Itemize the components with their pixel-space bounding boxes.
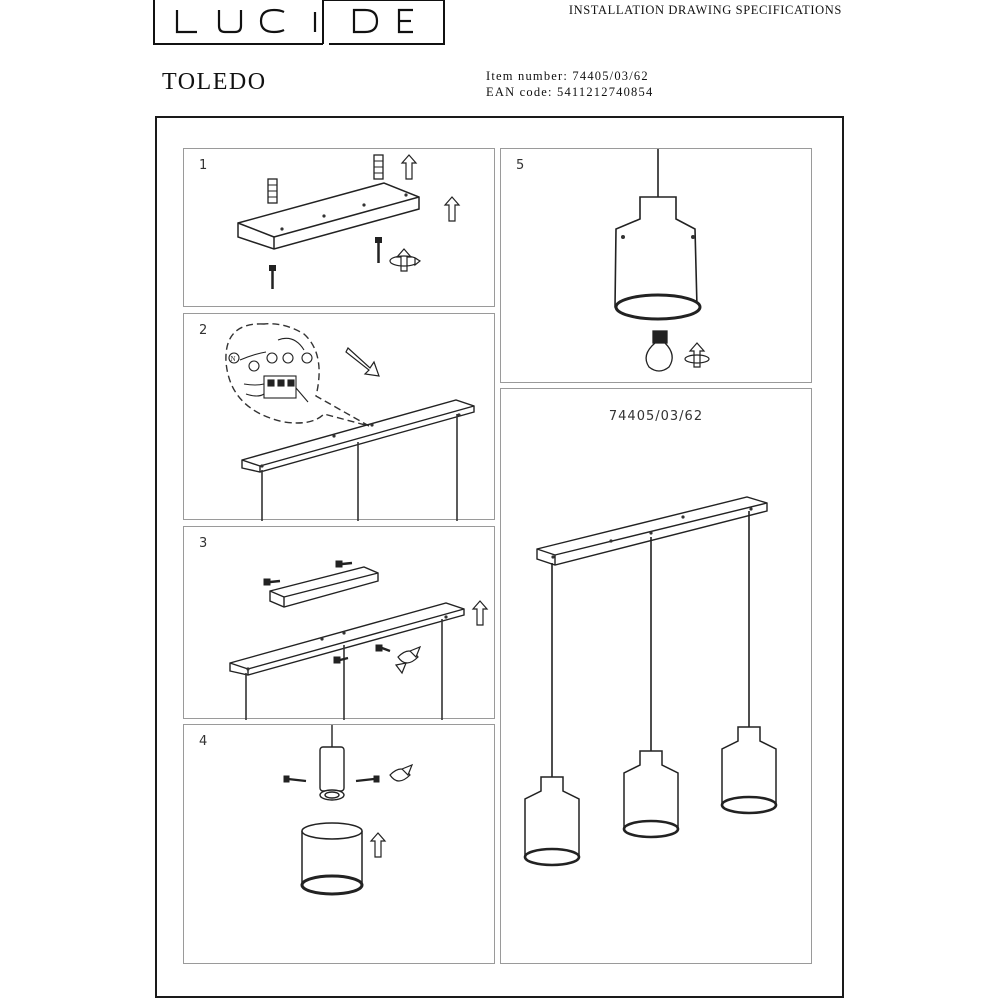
- document-title: INSTALLATION DRAWING SPECIFICATIONS: [568, 3, 842, 17]
- wall-plug-icon: [268, 179, 277, 203]
- screw-icon: [356, 776, 379, 782]
- pendant-shade: [624, 751, 678, 837]
- wiring-illustration: [184, 314, 496, 521]
- bulb-installation-illustration: [501, 149, 813, 384]
- ceiling-bracket-illustration: [184, 149, 496, 308]
- step-3-panel: [183, 526, 495, 719]
- rotate-icon: [390, 765, 412, 781]
- rotate-icon: [396, 647, 420, 673]
- ean-row: [486, 84, 653, 100]
- logo-graphic: [153, 0, 445, 45]
- arrow-diagonal-icon: [346, 348, 379, 376]
- step-1-number: 1: [199, 158, 208, 173]
- step-2-number: 2: [199, 323, 208, 338]
- arrow-up-icon: [371, 833, 385, 857]
- bulb-icon: [646, 331, 672, 371]
- svg-text:N: N: [230, 355, 236, 363]
- step-5-number: 5: [516, 158, 525, 173]
- three-pendant-illustration: [501, 389, 813, 965]
- arrow-up-icon: [402, 155, 416, 179]
- brand-logo: [153, 0, 445, 45]
- arrow-up-icon: [445, 197, 459, 221]
- screw-icon: [336, 561, 352, 567]
- screw-icon: [284, 776, 306, 782]
- item-number-label: Item number:: [486, 69, 569, 83]
- overview-model-code: 74405/03/62: [608, 409, 704, 424]
- screw-icon: [375, 237, 382, 263]
- pendant-shade: [722, 727, 776, 813]
- screw-icon: [264, 579, 280, 585]
- step-4-number: 4: [199, 734, 208, 749]
- canopy-fixing-illustration: [184, 527, 496, 720]
- ean-value: 5411212740854: [557, 85, 654, 99]
- product-specs: [486, 68, 653, 100]
- screw-icon: [334, 657, 348, 663]
- rotate-icon: [685, 343, 709, 367]
- wall-plug-icon: [374, 155, 383, 179]
- item-number-value: 74405/03/62: [572, 69, 649, 83]
- shade-assembly-illustration: [184, 725, 496, 965]
- step-3-number: 3: [199, 536, 208, 551]
- product-name: TOLEDO: [162, 69, 267, 95]
- item-number-row: [486, 68, 653, 84]
- screw-icon: [376, 645, 390, 651]
- step-1-panel: [183, 148, 495, 307]
- rotate-icon: [390, 249, 420, 271]
- overview-panel: [500, 388, 812, 964]
- screw-icon: [269, 265, 276, 289]
- pendant-shade: [525, 777, 579, 865]
- arrow-up-icon: [473, 601, 487, 625]
- step-5-panel: [500, 148, 812, 383]
- step-4-panel: [183, 724, 495, 964]
- ean-label: EAN code:: [486, 85, 553, 99]
- step-2-panel: [183, 313, 495, 520]
